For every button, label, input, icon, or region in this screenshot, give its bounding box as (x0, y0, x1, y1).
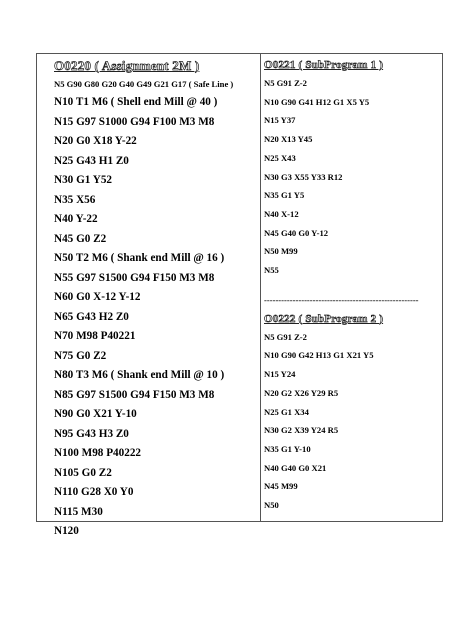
code-line: N30 G1 Y52 (54, 174, 113, 186)
code-line: N40 X-12 (264, 208, 299, 219)
subprograms-column (261, 54, 442, 521)
code-line: N95 G43 H3 Z0 (54, 427, 129, 440)
code-line: N50 T2 M6 ( Shank end Mill @ 16 ) (54, 252, 225, 264)
code-line: N5 G90 G80 G20 G40 G49 G21 G17 ( Safe Line ) (54, 79, 234, 89)
code-line: N5 G91 Z-2 (264, 331, 307, 342)
code-line: N35 G1 Y-10 (264, 443, 311, 454)
main-program-column (37, 54, 261, 537)
code-line: N70 M98 P40221 (54, 330, 136, 342)
code-line: N75 G0 Z2 (54, 349, 107, 362)
main-program-title: O0220 ( Assignment 2M ) (54, 58, 200, 73)
code-line: N10 G90 G41 H12 G1 X5 Y5 (264, 96, 370, 107)
code-line: N25 G1 X34 (264, 406, 309, 417)
code-line: N20 G2 X26 Y29 R5 (264, 387, 339, 398)
code-line: N110 G28 X0 Y0 (54, 486, 134, 498)
code-line: N115 M30 (54, 505, 103, 518)
code-line: N15 Y24 (264, 369, 296, 380)
program-table (36, 53, 443, 537)
subprogram-2-title: O0222 ( SubProgram 2 ) (264, 312, 384, 325)
dashed-divider: ------------------------------------------------------ (264, 294, 419, 305)
code-line: N55 (264, 265, 279, 276)
code-line: N10 T1 M6 ( Shell end Mill @ 40 ) (54, 96, 218, 108)
code-line: N30 G3 X55 Y33 R12 (264, 171, 343, 182)
code-line: N20 X13 Y45 (264, 134, 313, 145)
code-line: N15 Y37 (264, 115, 296, 126)
code-line: N80 T3 M6 ( Shank end Mill @ 10 ) (54, 369, 225, 381)
code-line: N60 G0 X-12 Y-12 (54, 291, 141, 303)
code-line: N5 G91 Z-2 (264, 78, 307, 88)
code-line: N55 G97 S1500 G94 F150 M3 M8 (54, 271, 215, 284)
code-line: N15 G97 S1000 G94 F100 M3 M8 (54, 115, 215, 128)
code-line: N25 X43 (264, 152, 296, 163)
code-line: N10 G90 G42 H13 G1 X21 Y5 (264, 350, 374, 361)
code-line: N35 G1 Y5 (264, 190, 305, 201)
code-line: N45 G0 Z2 (54, 232, 107, 245)
code-line: N105 G0 Z2 (54, 466, 112, 479)
code-line: N25 G43 H1 Z0 (54, 154, 129, 167)
code-line: N40 G40 G0 X21 (264, 462, 327, 473)
subprogram-1-title: O0221 ( SubProgram 1 ) (264, 59, 384, 71)
code-line: N30 G2 X39 Y24 R5 (264, 425, 339, 436)
code-line: N50 (264, 500, 279, 511)
code-line: N100 M98 P40222 (54, 447, 142, 459)
code-line: N40 Y-22 (54, 213, 98, 225)
code-line: N65 G43 H2 Z0 (54, 310, 129, 323)
code-line: N120 (54, 525, 79, 537)
code-line: N50 M99 (264, 246, 298, 257)
code-line: N35 X56 (54, 193, 96, 206)
code-line: N45 G40 G0 Y-12 (264, 227, 329, 238)
code-line: N85 G97 S1500 G94 F150 M3 M8 (54, 388, 215, 401)
code-line: N20 G0 X18 Y-22 (54, 135, 137, 147)
code-line: N45 M99 (264, 481, 298, 492)
code-line: N90 G0 X21 Y-10 (54, 408, 137, 420)
